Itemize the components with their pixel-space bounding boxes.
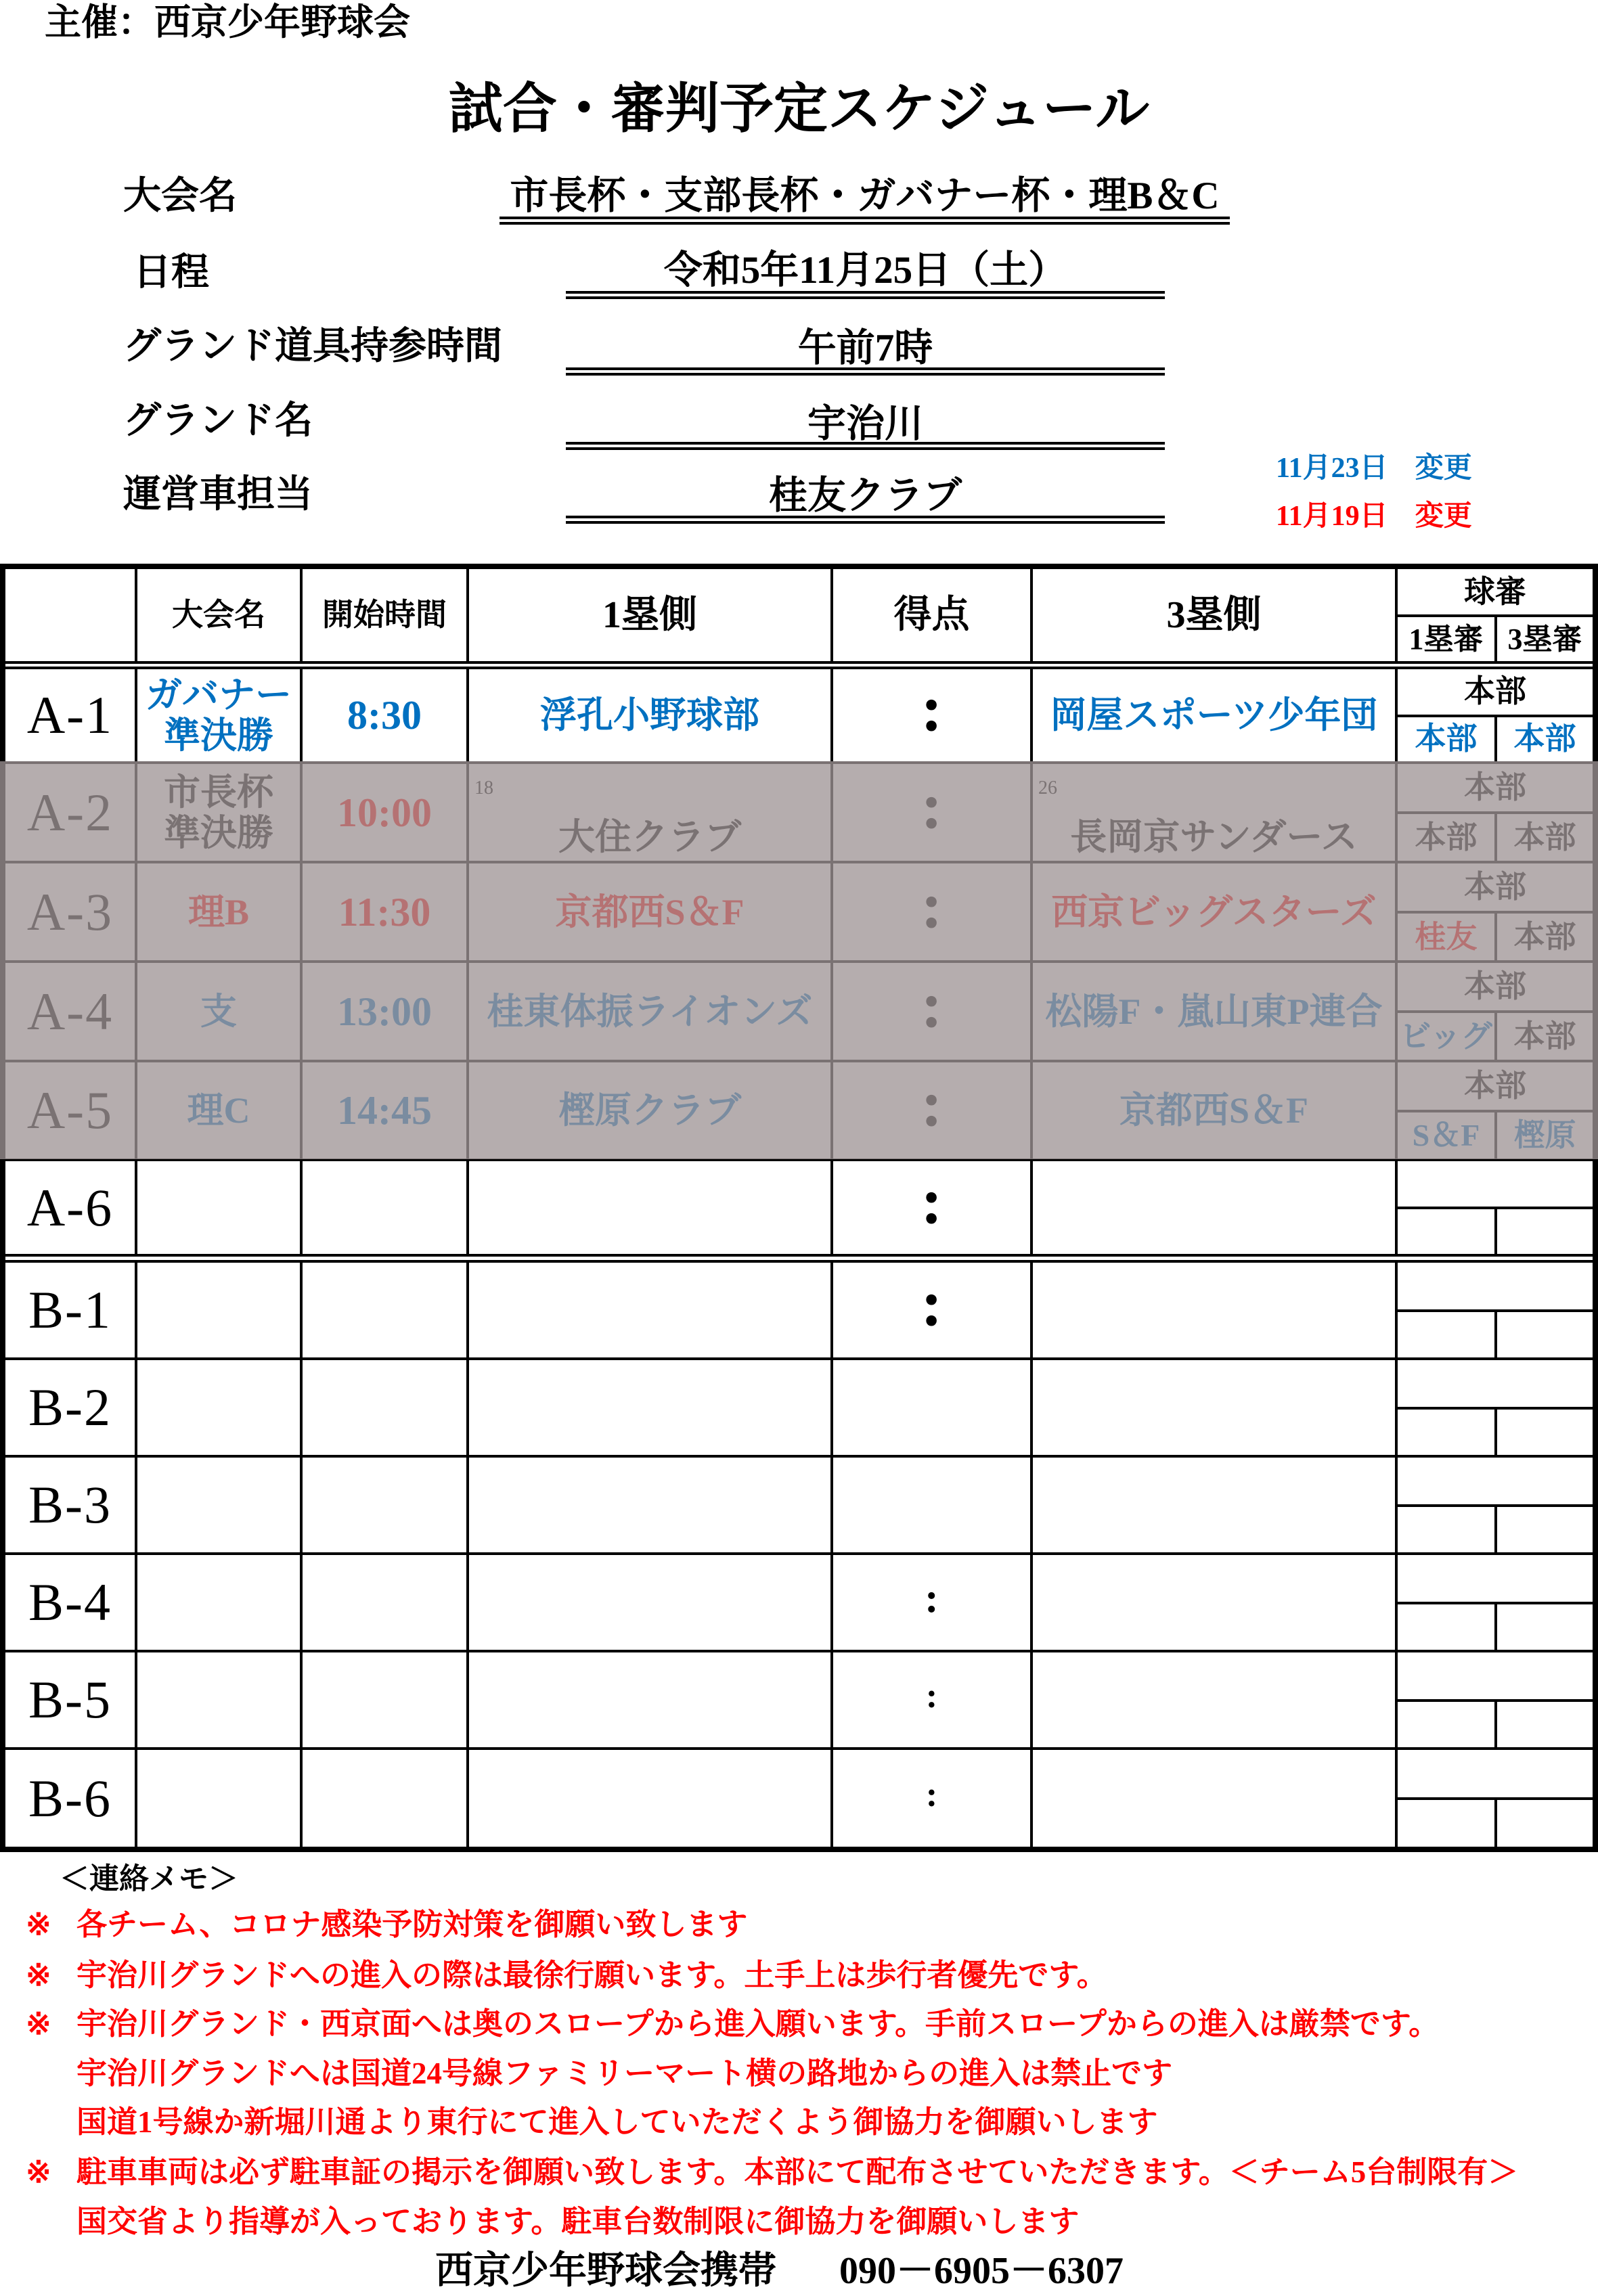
first-base-umpire: [1398, 1507, 1497, 1552]
base-umpires: [1398, 1507, 1593, 1552]
first-base-team: [469, 1555, 833, 1650]
tournament-cell: [137, 1652, 303, 1747]
start-time: [303, 1360, 469, 1455]
score-cell: [833, 1263, 1033, 1357]
score-separator: :: [925, 1677, 938, 1715]
header-first-base: 1塁側: [469, 569, 833, 661]
umpire-cell: [1398, 1652, 1593, 1747]
info-label-date: 日程: [133, 252, 209, 294]
umpire-cell: [1398, 1360, 1593, 1455]
start-time: [303, 1161, 469, 1254]
score-separator: :: [920, 1267, 943, 1339]
reference-mark-icon: ※: [26, 2155, 51, 2189]
memo-text: 駐車車両は必ず駐車証の掲示を御願い致します。本部にて配布させていただきます。＜チーム5台制限有＞: [76, 2155, 1519, 2189]
third-base-team: [1033, 1750, 1398, 1847]
header-umpire: [1398, 569, 1593, 661]
first-base-team: [469, 1161, 833, 1254]
score-cell: [833, 1555, 1033, 1650]
third-base-team: [1033, 1263, 1398, 1357]
tournament-line-1: ガバナー: [146, 675, 292, 715]
header-plate-umpire: 球審: [1398, 569, 1593, 617]
table-row-b4: [5, 1555, 1593, 1652]
table-row-a1: [5, 669, 1593, 764]
third-base-team: [1033, 669, 1398, 761]
memo-line: [0, 2207, 1598, 2241]
memo-line: [0, 1910, 1598, 1943]
double-rule: [5, 661, 1593, 669]
header-score: 得点: [833, 569, 1033, 661]
first-base-umpire: [1398, 1604, 1497, 1650]
score-cell: [833, 1360, 1033, 1455]
umpire-cell: [1398, 669, 1593, 761]
umpire-cell: [1398, 1555, 1593, 1650]
base-umpires: [1398, 1702, 1593, 1747]
tournament-cell: [137, 669, 303, 761]
third-base-umpire: 本部: [1513, 721, 1576, 757]
plate-umpire: [1398, 1263, 1593, 1312]
memo-text: 国道1号線か新堀川通より東行にて進入していただくよう御協力を御願いします: [76, 2105, 1158, 2139]
change-note-date: 11月23日: [1276, 453, 1388, 484]
memo-line: [0, 2157, 1598, 2191]
match-id: B-1: [5, 1263, 137, 1357]
plate-umpire: [1398, 1360, 1593, 1410]
memo-line: [0, 2058, 1598, 2092]
contact-label: 西京少年野球会携帯: [435, 2250, 776, 2292]
start-time: [303, 1458, 469, 1552]
start-time: [303, 1750, 469, 1847]
memo-text: 宇治川グランドへは国道24号線ファミリーマート横の路地からの進入は禁止です: [76, 2056, 1173, 2090]
umpire-cell: [1398, 1263, 1593, 1357]
score-cell: [833, 1161, 1033, 1254]
team-name: 岡屋スポーツ少年団: [1050, 695, 1378, 736]
score-separator: :: [920, 672, 943, 744]
first-base-umpire: [1398, 1800, 1497, 1847]
first-base-team: [469, 1458, 833, 1552]
double-underline: [566, 291, 1165, 299]
score-cell: [833, 1458, 1033, 1552]
base-umpires: [1398, 1604, 1593, 1650]
tournament-cell: [137, 1458, 303, 1552]
third-base-team: [1033, 1458, 1398, 1552]
info-label-vehicle-duty: 運営車担当: [123, 474, 313, 516]
third-base-umpire: [1497, 1507, 1593, 1552]
umpire-cell: [1398, 1161, 1593, 1254]
plate-umpire: [1398, 1652, 1593, 1702]
double-underline: [566, 516, 1165, 524]
corner-cell: [5, 569, 137, 661]
memo-line: [0, 2009, 1598, 2043]
table-row-b2: [5, 1360, 1593, 1458]
third-base-umpire: [1497, 1604, 1593, 1650]
umpire-cell: [1398, 1458, 1593, 1552]
info-value-tournament: 市長杯・支部長杯・ガバナー杯・理B＆C: [510, 175, 1220, 217]
third-base-team: [1033, 1652, 1398, 1747]
table-row-a6: [5, 1161, 1593, 1254]
plate-umpire: [1398, 1458, 1593, 1507]
match-id: B-5: [5, 1652, 137, 1747]
base-umpires: [1398, 1209, 1593, 1254]
third-base-umpire: [1497, 1702, 1593, 1747]
umpire-cell: [1398, 1750, 1593, 1847]
third-base-umpire: [1497, 1410, 1593, 1455]
start-time: [303, 1555, 469, 1650]
third-base-umpire: [1497, 1800, 1593, 1847]
tournament-cell: [137, 1263, 303, 1357]
first-base-team: [469, 1360, 833, 1455]
base-umpires: [1398, 1312, 1593, 1357]
plate-umpire: [1398, 1750, 1593, 1800]
memo-text: 国交省より指導が入っております。駐車台数制限に御協力を御願いします: [76, 2205, 1080, 2238]
double-underline: [500, 217, 1230, 225]
third-base-team: [1033, 1360, 1398, 1455]
table-row-b3: [5, 1458, 1593, 1555]
first-base-team: [469, 669, 833, 761]
reference-mark-icon: ※: [26, 2007, 51, 2041]
header-third-base-umpire: 3塁審: [1507, 622, 1582, 656]
first-base-team: [469, 1750, 833, 1847]
change-note-red: [1276, 502, 1472, 531]
match-id: B-2: [5, 1360, 137, 1455]
score-separator: :: [920, 1164, 943, 1237]
double-underline: [566, 442, 1165, 450]
double-underline: [566, 367, 1165, 376]
third-base-team: [1033, 1555, 1398, 1650]
header-third-base: 3塁側: [1033, 569, 1398, 661]
info-value-ground: 宇治川: [807, 403, 923, 445]
team-name: 浮孔小野球部: [540, 695, 759, 736]
change-note-label: 変更: [1415, 501, 1472, 532]
third-base-umpire: [1497, 1312, 1593, 1357]
info-value-vehicle-duty: 桂友クラブ: [769, 474, 962, 517]
header-base-umpires: [1398, 617, 1593, 661]
double-rule: [5, 1254, 1593, 1263]
contact-phone: 090－6905－6307: [839, 2250, 1124, 2292]
info-value-equipment-time: 午前7時: [797, 327, 933, 369]
table-row-b5: [5, 1652, 1593, 1750]
tournament-cell: [137, 1360, 303, 1455]
memo-heading: ＜連絡メモ＞: [60, 1862, 238, 1895]
first-base-umpire: 本部: [1398, 717, 1497, 761]
dimmed-rows-overlay: [0, 761, 1598, 1159]
score-cell: [833, 669, 1033, 761]
page-title: 試合・審判予定スケジュール: [448, 80, 1150, 139]
first-base-umpire: [1398, 1702, 1497, 1747]
match-id: B-4: [5, 1555, 137, 1650]
reference-mark-icon: ※: [26, 1908, 51, 1941]
memo-text: 宇治川グランドへの進入の際は最徐行願います。土手上は歩行者優先です。: [76, 1958, 1107, 1992]
third-base-team: [1033, 1161, 1398, 1254]
match-id: A-1: [5, 669, 137, 761]
first-base-umpire: [1398, 1209, 1497, 1254]
base-umpires: [1398, 717, 1593, 761]
score-cell: [833, 1652, 1033, 1747]
change-note-blue: [1276, 454, 1472, 482]
plate-umpire: 本部: [1398, 669, 1593, 717]
start-time: [303, 1652, 469, 1747]
match-id: A-6: [5, 1161, 137, 1254]
score-cell: [833, 1750, 1033, 1847]
info-label-tournament: 大会名: [123, 175, 237, 217]
first-base-umpire: [1398, 1312, 1497, 1357]
change-note-date: 11月19日: [1276, 501, 1388, 532]
tournament-cell: [137, 1555, 303, 1650]
reference-mark-icon: ※: [26, 1958, 51, 1992]
table-row-b6: [5, 1750, 1593, 1847]
table-header-row: [5, 569, 1593, 661]
base-umpires: [1398, 1800, 1593, 1847]
first-base-team: [469, 1652, 833, 1747]
tournament-cell: [137, 1750, 303, 1847]
info-label-equipment-time: グランド道具持参時間: [123, 325, 502, 367]
start-time: [303, 1263, 469, 1357]
table-row-b1: [5, 1263, 1593, 1360]
header-start-time: 開始時間: [303, 569, 469, 661]
memo-line: [0, 2107, 1598, 2141]
change-note-label: 変更: [1415, 453, 1472, 484]
memo-text: 宇治川グランド・西京面へは奥のスロープから進入願います。手前スロープからの進入は厳禁です。: [76, 2007, 1440, 2041]
third-base-umpire: [1497, 1209, 1593, 1254]
info-label-ground: グランド名: [123, 400, 313, 442]
first-base-umpire: [1398, 1410, 1497, 1455]
match-id: B-3: [5, 1458, 137, 1552]
header-first-base-umpire: 1塁審: [1398, 617, 1497, 661]
match-id: B-6: [5, 1750, 137, 1847]
plate-umpire: [1398, 1555, 1593, 1604]
score-separator: :: [925, 1775, 938, 1814]
info-value-date: 令和5年11月25日（土）: [663, 249, 1067, 292]
schedule-table: [0, 564, 1598, 1852]
header-tournament: 大会名: [137, 569, 303, 661]
memo-line: [0, 1960, 1598, 1994]
tournament-line-2: 準決勝: [164, 715, 273, 756]
plate-umpire: [1398, 1161, 1593, 1209]
first-base-team: [469, 1263, 833, 1357]
base-umpires: [1398, 1410, 1593, 1455]
tournament-cell: [137, 1161, 303, 1254]
score-separator: :: [925, 1575, 939, 1621]
start-time: 8:30: [303, 669, 469, 761]
memo-text: 各チーム、コロナ感染予防対策を御願い致します: [76, 1908, 748, 1941]
organizer: 主催：西京少年野球会: [45, 2, 410, 43]
